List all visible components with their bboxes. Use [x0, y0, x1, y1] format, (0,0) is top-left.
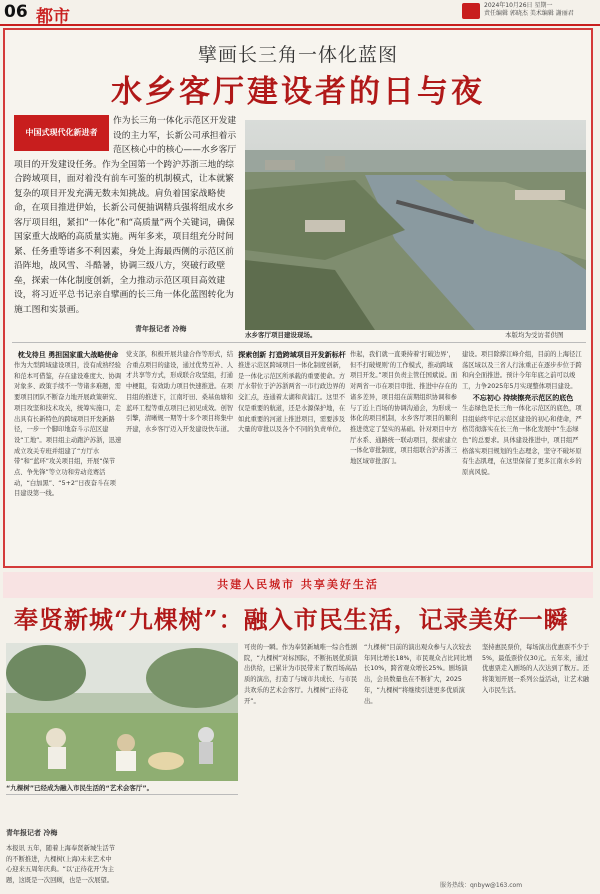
issue-date: 2024年10月26日 星期一 — [484, 2, 553, 9]
second-headline: 奉贤新城“九棵树”：融入市民生活，记录美好一瞬 — [14, 605, 569, 634]
column-text: 作起，我们就一直秉持着‘打破边界’，但不打破规则’的工作模式，推动跨域项目开发。”项目负责主管任国斌说。面对两省一市在项目审批、推进中存在的诸多差异，项目组在前期组织协调和参与了近上百场的协调沟通会，为形成一体化的项目机制，水乡客厅项目的顺利推进奠定了坚实的基础。针对项目中方厅水系、通路统一联动项目，探索建立一体化审批制度，项目组联合沪苏浙三地区域审批部门。 — [350, 351, 458, 466]
banner-text: 共建人民城市 共享美好生活 — [217, 578, 379, 591]
column-text: 生态绿色是长三角一体化示范区的底色，项目组始终牢记示范区建设的初心和使命，严格贯彻落实在长三角一体化发展中“生态绿色”的总要求。具体建设推进中，项目组严格落实项目规划的生态理念，坚守不破坏原有生态肌理，在这里保留了更多江南水乡的原真风貌。 — [462, 404, 582, 477]
section-title: 都市 — [36, 7, 70, 27]
section-badge: 中国式现代化新进者 — [14, 115, 109, 151]
second-column-2: 可贵的一瞬。作为奉贤新城唯一综合性剧院，“九棵树”对标国际，不断拓展优质演出供给，已累计为市民带来了数百场高品质的演出，打造了与城市共成长、与市民共欢乐的艺术会客厅。九棵树“正待花开”。 — [244, 644, 358, 705]
page-footer: 服务热线：qnbyw@163.com — [440, 882, 523, 889]
section-banner — [3, 572, 593, 598]
column-heading: 不忘初心 持续擦亮示范区的底色 — [472, 393, 574, 402]
divider — [6, 794, 238, 795]
issue-meta — [484, 2, 574, 18]
article-column-5 — [462, 350, 584, 565]
article-column-4 — [350, 350, 458, 565]
divider — [12, 342, 586, 343]
column-text: 推进示范区跨域项目一体化制度创新，是一体化示范区所承载的重要使命。方厅水带位于沪苏浙两省一市行政边界的交汇点，连通着太湖和黄浦江。这里不仅是重要的航道，还是水源保护地，在如此重要的河道上推进项目，需要涉及大量的审批以及各个不同的负责单位。 — [238, 362, 346, 434]
photo-credit: 本版均为受访者供图 — [505, 331, 564, 339]
second-intro: 本报讯 五年，随着上海奉贤新城生活节的不断推进，九棵树(上海)未来艺术中心迎来五周年庆典。“以‘正待花开’为主题，这既是一次回顾，也是一次展望。 — [6, 845, 116, 885]
second-column-intro-cont — [122, 800, 232, 890]
column-heading: 探索创新 打造跨域项目开发新标杆 — [238, 351, 346, 359]
second-byline: 青年报记者 冷梅 — [6, 829, 58, 837]
editors: 责任编辑 郭晓杰 美术编辑 謝丽君 — [484, 10, 574, 17]
column-text: 作为大型跨域建设项目，没有成熟经验和范本可借鉴，存在建设难度大、协调对象多、政策手续不一等诸多难题，需要项目团队不断奋力地开展政策研究、项目攻坚和技术攻关，统筹实施口，走出具有长新特色的跨域项目开发新路径，一步一个脚印地奋斗示范区建设“工地”。项目组主动跑沪苏浙，迅速成立攻关专班并组建了“方厅水带”和“蓝环”攻关项目组，开展“保节点、争先锋”等立功和劳动竞赛活动，“白加黑”、“5+2”日夜奋斗在项目建设第一线。 — [14, 362, 122, 498]
aerial-photo-illustration — [245, 120, 586, 330]
second-column-3: “九棵树”目前的演出观众参与人次较去年同比增长18%，市民观众占比同比增长10%，跨省观众增长25%。剧场演出，会员数量也在不断扩大，2025年，“九棵树”将继续引进更多优质演出。 — [364, 644, 473, 705]
lead-text: 作为长三角一体化示范区开发建设的主力军，长新公司承担着示范区核心中的核心——水乡客厅项目的开发建设任务。作为全国第一个跨沪苏浙三地的综合跨域项目，面对着没有前车可鉴的机制模式，让本就繁复杂的项目开发充满无数未知挑战。肩负着国家战略使命，在项目推进伊始，长新公司便抽调精兵强将组成水乡客厅项目组，紧扣“一体化”和“高质量”两个关键词，确保国家重大战略的高质量实施。两年多来，项目组充分时间紧、任务重等诸多不利因素，身处上海最西侧的示范区前沿阵地，战风雪、斗酷暑，协调三级八方，突破行政壁垒，探索一体化制度创新，全力推动示范区项目高效建设，将习近平总书记亲自擘画的长三角一体化蓝图转化为施工图和实景画。 — [14, 116, 237, 315]
feature-kicker: 擘画长三角一体化蓝图 — [197, 44, 398, 66]
column-heading: 枕戈待旦 勇担国家重大战略使命 — [17, 351, 119, 359]
page-header — [0, 0, 600, 26]
event-photo-caption: “九棵树”已经成为融入市民生活的“艺术会客厅”。 — [6, 784, 154, 792]
column-text: 党支部，积极开展共建合作等形式，结合重点项目的建设，通过优势互补、人才共享等方式，形成联合攻坚组，打通中梗阻，有效助力项目快速推进。在项目组的推进下，江南圩田、桑基鱼塘和蓝环工程等重点项目已初见成效。创智引擎，清晰规一期等十多个项目将集中开建，水乡客厅迈入开发建设快车道。 — [126, 351, 234, 433]
feature-byline: 青年报记者 冷梅 — [135, 325, 187, 333]
photo-caption: 水乡客厅项目建设现场。 — [245, 331, 317, 339]
lawn-event-illustration — [6, 643, 238, 781]
article-column-3 — [238, 350, 346, 565]
second-column-4: 坚持惠民票价，每场演出优惠票不少于5%，最低票价仅30元。五年来，通过优惠票走入剧场的人次达到了数万。还将策划开展一系列公益活动，让艺术融入市民生活。 — [482, 644, 590, 694]
article-column-2 — [126, 350, 234, 565]
newspaper-logo — [462, 3, 480, 19]
article-column-1 — [14, 350, 122, 565]
page-number: 06 — [4, 2, 28, 22]
column-text: 建设。项目除撑江峰介组，目前的上海径江荡区域以及三省人行泳重正在逐步步位于跨和向全面推进。预计今年年底之前可以竣工，力争2025年5月实现整体项目建设。 — [462, 351, 582, 391]
construction-site-photo — [245, 120, 586, 330]
feature-headline: 水乡客厅建设者的日与夜 — [111, 74, 485, 110]
event-photo — [6, 643, 238, 781]
feature-article — [3, 28, 593, 568]
